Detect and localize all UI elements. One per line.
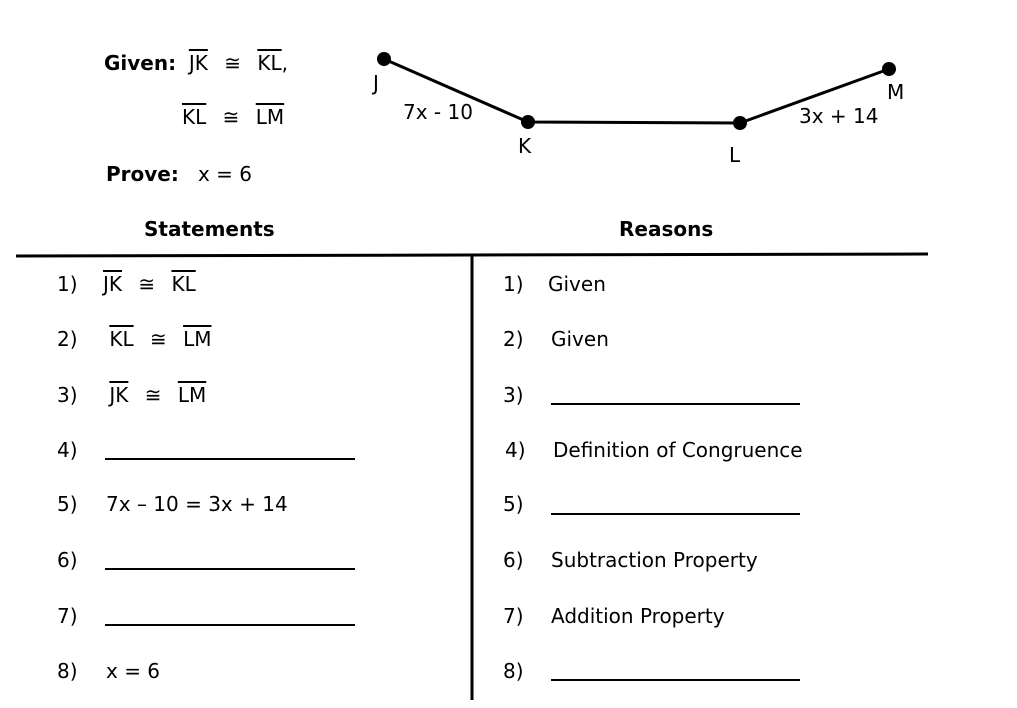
label-l: L (729, 143, 741, 167)
reason-number: 8) (503, 659, 524, 683)
statement-number: 6) (57, 548, 78, 572)
segment-kl: $\overline{KL}$ (182, 105, 207, 129)
segment-kl: $\overline{KL}$ (257, 51, 282, 75)
statement-number: 1) (57, 272, 78, 296)
reason-number: 4) (505, 438, 526, 462)
reason-number: 2) (503, 327, 524, 351)
point-k (521, 115, 535, 129)
segment-jk: $\overline{JK}$ (109, 383, 129, 407)
statement-number: 2) (57, 327, 78, 351)
point-m (882, 62, 896, 76)
congruent-symbol: ≅ (224, 51, 241, 75)
statement-row (57, 383, 206, 407)
segment-lm: $\overline{LM}$ (183, 327, 212, 351)
reasons-header: Reasons (619, 217, 714, 241)
statement-row (57, 272, 196, 296)
reason-text: Addition Property (551, 604, 725, 628)
reason-blank[interactable] (551, 513, 800, 515)
congruent-symbol: ≅ (138, 272, 156, 296)
given-line-1: Given: $\overline{JK}$ ≅ $\overline{KL}$, (104, 51, 288, 75)
reason-text: Given (548, 272, 606, 296)
point-j (377, 52, 391, 66)
prove-label: Prove: (106, 162, 179, 186)
statement-number: 4) (57, 438, 78, 462)
reason-text: Subtraction Property (551, 548, 758, 572)
point-l (733, 116, 747, 130)
given-comma: , (281, 51, 288, 75)
reason-blank[interactable] (551, 403, 800, 405)
statement-number: 3) (57, 383, 78, 407)
statement-blank[interactable] (105, 624, 355, 626)
label-m: M (887, 80, 905, 104)
table-top-rule (16, 254, 928, 256)
reason-number: 6) (503, 548, 524, 572)
segment-lm: $\overline{LM}$ (255, 105, 285, 129)
label-lm-length: 3x + 14 (799, 104, 879, 128)
reason-text: Definition of Congruence (553, 438, 803, 462)
reason-text: Given (551, 327, 609, 351)
congruent-symbol: ≅ (149, 327, 167, 351)
segment-lm: $\overline{LM}$ (177, 383, 207, 407)
statement-blank[interactable] (105, 458, 355, 460)
label-j: J (373, 71, 379, 95)
reason-number: 3) (503, 383, 524, 407)
label-k: K (518, 134, 532, 158)
reason-number: 1) (503, 272, 524, 296)
reason-blank[interactable] (551, 679, 800, 681)
statements-header: Statements (144, 217, 275, 241)
given-label: Given (104, 51, 169, 75)
segment-jk: $\overline{JK}$ (102, 272, 122, 296)
statement-text: x = 6 (106, 659, 161, 683)
segment-kl: $\overline{KL}$ (109, 327, 134, 351)
statement-number: 7) (57, 604, 78, 628)
statement-number: 8) (57, 659, 78, 683)
statement-blank[interactable] (105, 568, 355, 570)
statement-number: 5) (57, 492, 78, 516)
prove-value: x = 6 (197, 162, 252, 186)
segment-jk: $\overline{JK}$ (188, 51, 208, 75)
reason-number: 5) (503, 492, 524, 516)
label-jk-length: 7x - 10 (403, 100, 473, 124)
segment-kl: $\overline{KL}$ (171, 272, 196, 296)
congruent-symbol: ≅ (144, 383, 162, 407)
congruent-symbol: ≅ (222, 105, 240, 129)
statement-row (57, 327, 211, 351)
reason-number: 7) (503, 604, 524, 628)
statement-text: 7x – 10 = 3x + 14 (106, 492, 288, 516)
